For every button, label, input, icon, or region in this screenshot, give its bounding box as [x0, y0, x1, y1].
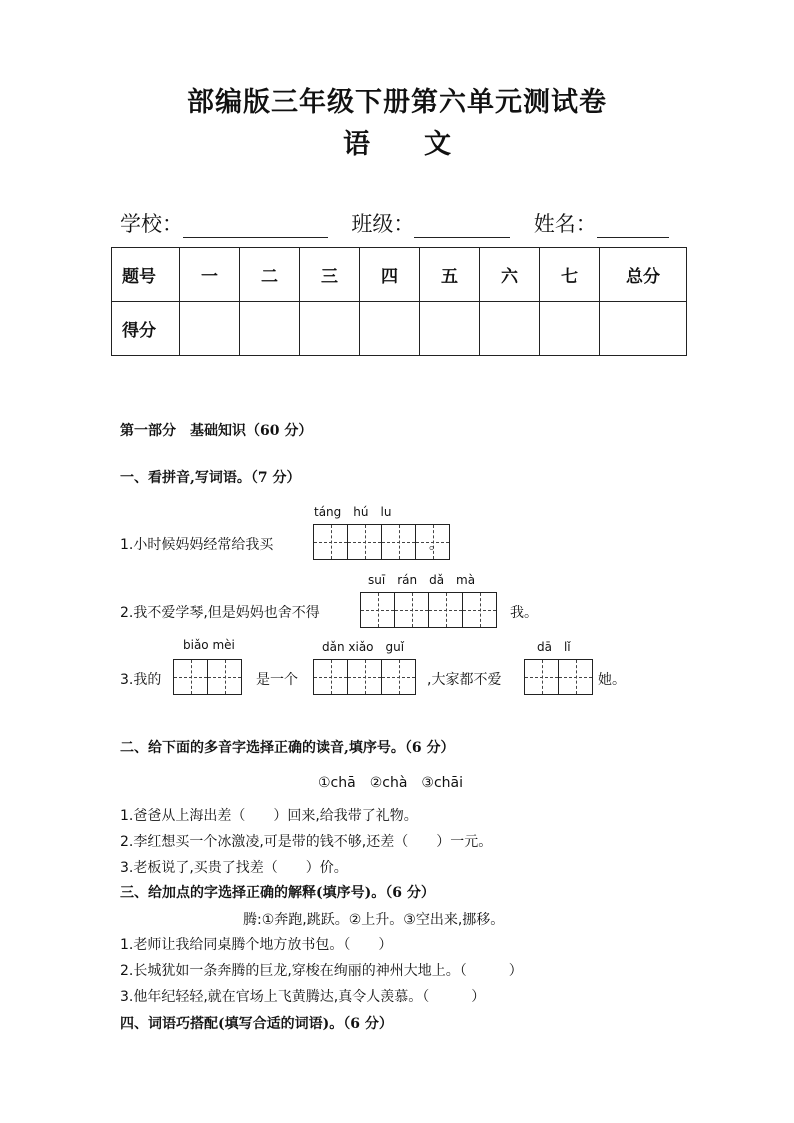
name-field[interactable]	[597, 215, 669, 238]
reading-options: ①chā ②chà ③chāi	[318, 775, 463, 791]
writing-cell[interactable]	[381, 659, 416, 695]
score-cell[interactable]	[180, 302, 240, 356]
pinyin-hint: suī rán dǎ mà	[368, 573, 476, 587]
class-label: 班级：	[351, 212, 415, 236]
question-text-end: 她。	[598, 672, 626, 688]
writing-cell[interactable]	[462, 592, 497, 628]
writing-cell[interactable]	[524, 659, 559, 695]
writing-cell[interactable]	[394, 592, 429, 628]
question-text: 3.我的	[120, 672, 162, 688]
question-text-end: 我。	[510, 605, 538, 621]
question-item: 1.爸爸从上海出差（ ）回来,给我带了礼物。	[120, 808, 418, 824]
writing-cell[interactable]	[381, 524, 416, 560]
score-cell[interactable]	[540, 302, 600, 356]
score-cell[interactable]	[300, 302, 360, 356]
question-text: ,大家都不爱	[427, 672, 502, 688]
writing-cell[interactable]	[347, 524, 382, 560]
subject-title: 语 文	[343, 129, 451, 160]
page-title: 部编版三年级下册第六单元测试卷	[187, 87, 607, 118]
column-header: 六	[480, 248, 540, 302]
school-field[interactable]	[183, 215, 328, 238]
question-item: 1.老师让我给同桌腾个地方放书包。（ ）	[120, 937, 393, 953]
score-cell[interactable]	[360, 302, 420, 356]
column-header: 四	[360, 248, 420, 302]
writing-cell[interactable]	[347, 659, 382, 695]
question-number-label: 题号	[112, 248, 180, 302]
question-item: 3.他年纪轻轻,就在官场上飞黄腾达,真令人羡慕。（ ）	[120, 989, 486, 1005]
writing-cell[interactable]	[360, 592, 395, 628]
school-label: 学校：	[120, 212, 183, 236]
score-cell[interactable]	[240, 302, 300, 356]
column-header: 五	[420, 248, 480, 302]
score-cell[interactable]	[420, 302, 480, 356]
score-label: 得分	[112, 302, 180, 356]
writing-grid[interactable]	[524, 659, 593, 695]
section-heading: 三、给加点的字选择正确的解释(填序号)。（6 分）	[120, 885, 435, 901]
question-item: 2.长城犹如一条奔腾的巨龙,穿梭在绚丽的神州大地上。（ ）	[120, 963, 523, 979]
question-item: 2.李红想买一个冰激凌,可是带的钱不够,还差（ ）一元。	[120, 834, 493, 850]
column-header: 一	[180, 248, 240, 302]
question-item: 3.老板说了,买贵了找差（ ）价。	[120, 860, 348, 876]
writing-grid[interactable]	[173, 659, 242, 695]
writing-cell[interactable]	[428, 592, 463, 628]
column-header: 七	[540, 248, 600, 302]
column-header: 总分	[600, 248, 687, 302]
writing-grid[interactable]	[360, 592, 497, 628]
part-heading: 第一部分 基础知识（60 分）	[120, 423, 313, 439]
column-header: 二	[240, 248, 300, 302]
writing-grid[interactable]	[313, 659, 416, 695]
pinyin-hint: táng hú lu	[314, 505, 392, 519]
writing-cell[interactable]	[207, 659, 242, 695]
writing-cell[interactable]	[313, 659, 348, 695]
section-heading: 一、看拼音,写词语。（7 分）	[120, 470, 301, 486]
section-heading: 四、词语巧搭配(填写合适的词语)。（6 分）	[120, 1016, 393, 1032]
pinyin-hint: biǎo mèi	[183, 638, 235, 652]
writing-cell[interactable]	[313, 524, 348, 560]
score-table-score-row	[112, 302, 687, 356]
question-text-end: 。	[429, 537, 443, 553]
class-field[interactable]	[414, 215, 510, 238]
score-cell[interactable]	[480, 302, 540, 356]
info-line	[120, 208, 669, 238]
column-header: 三	[300, 248, 360, 302]
section-heading: 二、给下面的多音字选择正确的读音,填序号。（6 分）	[120, 740, 455, 756]
question-text: 是一个	[256, 672, 298, 688]
question-text: 1.小时候妈妈经常给我买	[120, 537, 274, 553]
name-label: 姓名：	[533, 212, 597, 236]
writing-cell[interactable]	[558, 659, 593, 695]
definition-list: 腾:①奔跑,跳跃。②上升。③空出来,挪移。	[243, 912, 505, 928]
question-text: 2.我不爱学琴,但是妈妈也舍不得	[120, 605, 320, 621]
score-cell[interactable]	[600, 302, 687, 356]
score-table-header-row	[112, 248, 687, 302]
score-table	[111, 247, 687, 356]
writing-cell[interactable]	[173, 659, 208, 695]
pinyin-hint: dā lǐ	[537, 640, 571, 654]
pinyin-hint: dǎn xiǎo guǐ	[322, 640, 405, 654]
